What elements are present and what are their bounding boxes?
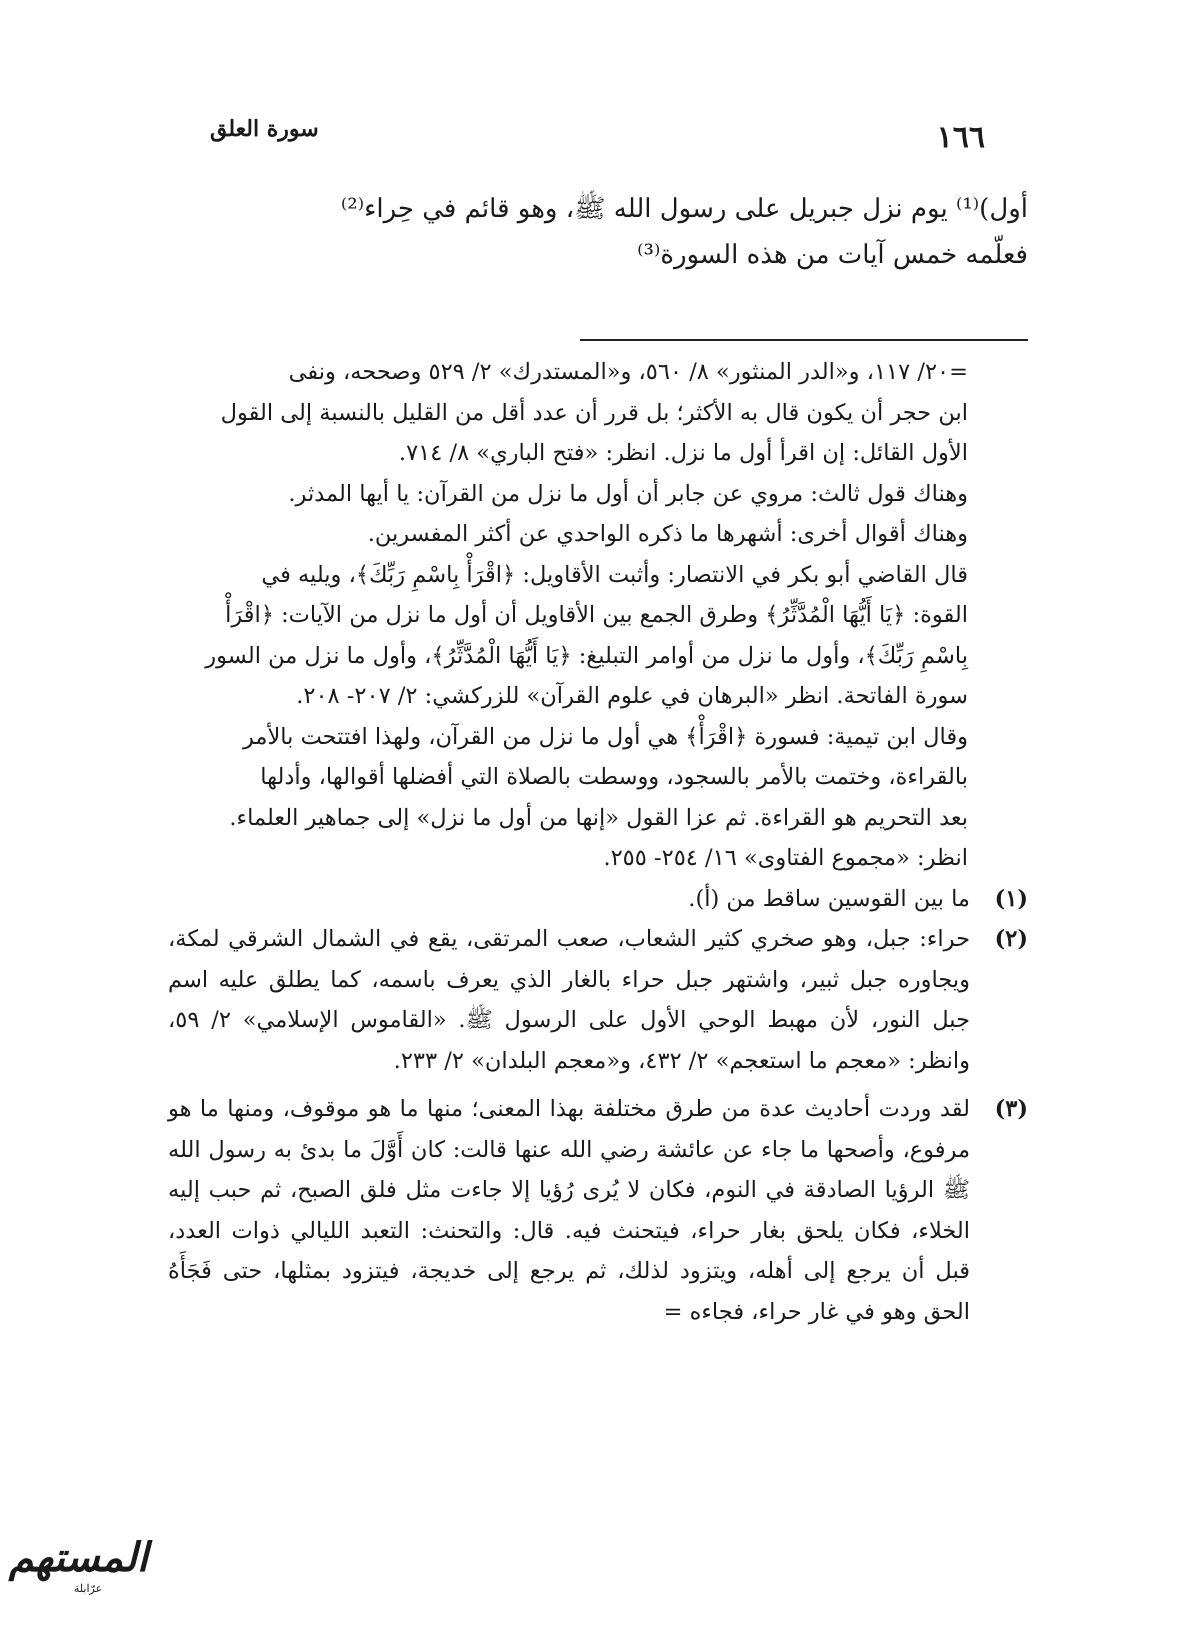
main-text (178, 186, 1028, 278)
continuation-line: بِاسْمِ رَبِّكَ﴾، وأول ما نزل من أوامر التبليغ: ﴿يَا أَيُّهَا الْمُدَّثِّرُ﴾، وأول ما نزل من السور (205, 642, 968, 669)
footnote-number: (٢) (994, 926, 1028, 952)
continuation-line: القوة: ﴿يَا أَيُّهَا الْمُدَّثِّرُ﴾ وطرق الجمع بين الأقاويل أن أول ما نزل من الآيات: ﴿اقْرَأْ (225, 602, 968, 628)
footnote-number: (٣) (994, 1096, 1028, 1122)
continuation-line: سورة الفاتحة. انظر «البرهان في علوم القرآن» للزركشي: ٢/ ٢٠٧- ٢٠٨. (296, 683, 968, 709)
continuation-line: بالقراءة، وختمت بالأمر بالسجود، ووسطت بالصلاة التي أفضلها أقوالها، وأدلها (260, 764, 968, 790)
footnote-continuation (168, 352, 1028, 879)
continuation-line: قال القاضي أبو بكر في الانتصار: وأثبت الأقاويل: ﴿اقْرَأْ بِاسْمِ رَبِّكَ﴾، ويليه في (261, 561, 968, 588)
main-text-line: فعلّمه خمس آيات من هذه السورة⁽³⁾ (637, 240, 1028, 270)
continuation-line: وهناك قول ثالث: مروي عن جابر أن أول ما نزل من القرآن: يا أيها المدثر. (288, 480, 968, 507)
logo-text: المستهم (8, 1534, 148, 1581)
continuation-line: الأول القائل: إن اقرأ أول ما نزل. انظر: «فتح الباري» ٨/ ٧١٤. (398, 440, 968, 466)
footnote-number: (١) (994, 885, 1028, 912)
page-number: ١٦٦ (936, 120, 985, 155)
footnote-text: حراء: جبل، وهو صخري كثير الشعاب، صعب المرتقى، يقع في الشمال الشرقي لمكة، ويجاوره جبل ثبير، واشتهر جبل حراء بالغار الذي يعرف باسمه، كما يطلق عليه اسم جبل النور، لأن مهبط الوحي الأول على الرسول ﷺ. «القاموس الإسلامي» ٢/ ٥٩، وانظر: «معجم ما استعجم» ٢/ ٤٣٢، و«معجم البلدان» ٢/ ٢٣٣. (168, 926, 970, 1074)
surah-title: سورة العلق (210, 116, 319, 142)
continuation-line: انظر: «مجموع الفتاوى» ١٦/ ٢٥٤- ٢٥٥. (603, 845, 968, 871)
footnotes (168, 352, 1028, 1332)
continuation-line: وقال ابن تيمية: فسورة ﴿اقْرَأْ﴾ هي أول ما نزل من القرآن، ولهذا افتتحت بالأمر (243, 723, 968, 750)
footnote-text: لقد وردت أحاديث عدة من طرق مختلفة بهذا المعنى؛ منها ما هو موقوف، ومنها ما هو مرفوع، وأصحها ما جاء عن عائشة رضي الله عنها قالت: كان أَوَّلَ ما بدئ به رسول الله ﷺ الرؤيا الصادقة في النوم، فكان لا يُرى رُؤيا إلا جاءت مثل فلق الصبح، ثم حبب إليه الخلاء، فكان يلحق بغار حراء، فيتحنث فيه. قال: والتحنث: التعبد الليالي ذوات العدد، قبل أن يرجع إلى أهله، ويتزود لذلك، ثم يرجع إلى خديجة، فيتزود بمثلها، حتى فَجَأَهُ الحق وهو في غار حراء، فجاءه = (168, 1096, 970, 1325)
footnote-2 (168, 919, 1028, 1081)
footnote-text: ما بين القوسين ساقط من (أ). (688, 885, 970, 912)
continuation-line: بعد التحريم هو القراءة. ثم عزا القول «إنها من أول ما نزل» إلى جماهير العلماء. (229, 804, 968, 831)
footnote-3 (168, 1089, 1028, 1332)
continuation-line: وهناك أقوال أخرى: أشهرها ما ذكره الواحدي عن أكثر المفسرين. (367, 521, 968, 547)
footnote-separator (580, 339, 1028, 341)
main-text-line: أول)⁽¹⁾ يوم نزل جبريل على رسول الله ﷺ، وهو قائم في حِراء⁽²⁾ (340, 194, 1028, 224)
logo-subtext: عرّابلة (73, 1582, 103, 1595)
continuation-line: =٢٠/ ١١٧، و«الدر المنثور» ٨/ ٥٦٠، و«المستدرك» ٢/ ٥٢٩ وصححه، ونفى (288, 359, 968, 385)
footnote-1 (168, 879, 1028, 920)
watermark-logo (8, 1534, 148, 1624)
page-header (170, 112, 985, 155)
continuation-line: ابن حجر أن يكون قال به الأكثر؛ بل قرر أن عدد أقل من القليل بالنسبة إلى القول (220, 399, 968, 426)
